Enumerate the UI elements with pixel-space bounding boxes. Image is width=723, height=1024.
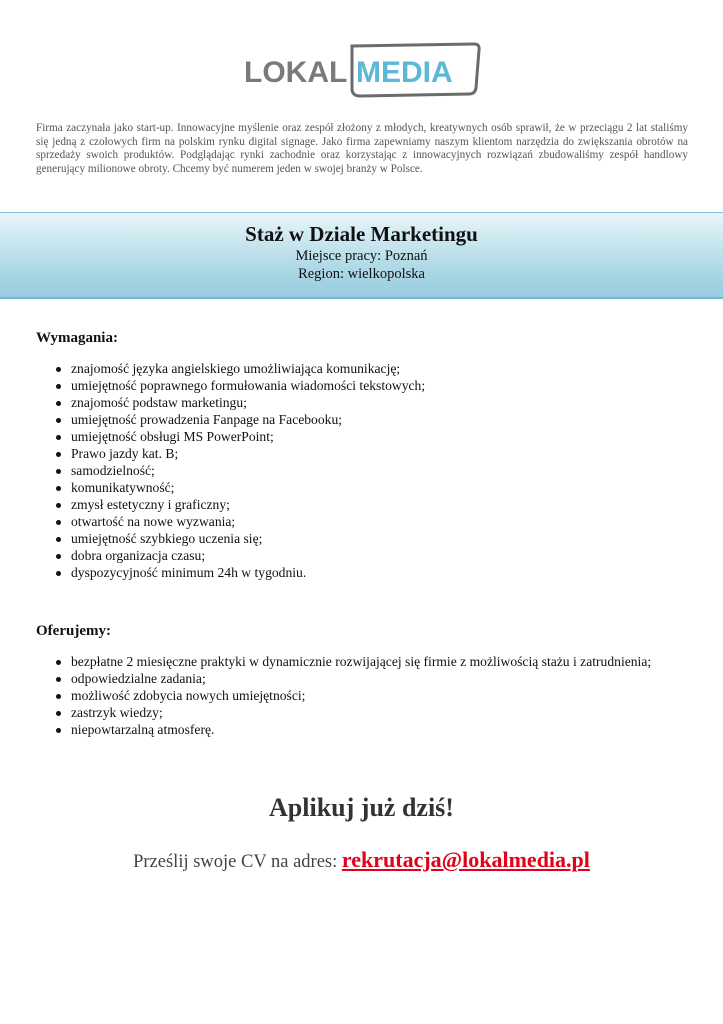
logo-text-lokal: LOKAL	[244, 56, 348, 89]
list-item: znajomość języka angielskiego umożliwiająca komunikację;	[71, 360, 425, 377]
apply-headline: Aplikuj już dziś!	[269, 793, 454, 822]
send-cv-line	[0, 846, 723, 876]
job-location: Miejsce pracy: Poznań	[295, 248, 428, 264]
list-item: niepowtarzalną atmosferę.	[71, 721, 651, 738]
list-item: możliwość zdobycia nowych umiejętności;	[71, 687, 651, 704]
requirements-title: Wymagania:	[36, 330, 118, 346]
list-item: dyspozycyjność minimum 24h w tygodniu.	[71, 564, 425, 581]
job-header-banner	[0, 212, 723, 299]
job-region: Region: wielkopolska	[298, 266, 425, 282]
list-item: umiejętność szybkiego uczenia się;	[71, 530, 425, 547]
list-item: zmysł estetyczny i graficzny;	[71, 496, 425, 513]
logo-text-media: MEDIA	[356, 56, 453, 89]
offer-list	[55, 653, 651, 738]
list-item: znajomość podstaw marketingu;	[71, 394, 425, 411]
list-item: samodzielność;	[71, 462, 425, 479]
send-cv-text: Prześlij swoje CV na adres:	[133, 852, 342, 872]
list-item: umiejętność poprawnego formułowania wiadomości tekstowych;	[71, 378, 426, 393]
list-item: zastrzyk wiedzy;	[71, 704, 651, 721]
list-item: otwartość na nowe wyzwania;	[71, 513, 425, 530]
company-intro: Firma zaczynała jako start-up. Innowacyjne myślenie oraz zespół złożony z młodych, kreatywnych osób sprawił, że w przeciągu 2 lat staliśmy się jedną z czołowych firm na polskim rynku digital signage. Jako firma zapewniamy naszym klientom narzędzia do zwiększania obrotów na sprzedaży swoich produktów. Podglądając rynki zachodnie oraz korzystając z innowacyjnych rozwiązań zbudowaliśmy zespół handlowy generujący milionowe obroty. Chcemy być numerem jeden w swojej branży w Polsce.	[36, 122, 688, 176]
list-item: bezpłatne 2 miesięczne praktyki w dynamicznie rozwijającej się firmie z możliwością stażu i zatrudnienia;	[71, 654, 652, 669]
list-item: odpowiedzialne zadania;	[71, 670, 651, 687]
list-item: komunikatywność;	[71, 479, 425, 496]
list-item: dobra organizacja czasu;	[71, 547, 425, 564]
list-item: umiejętność obsługi MS PowerPoint;	[71, 428, 425, 445]
job-title: Staż w Dziale Marketingu	[245, 222, 478, 246]
list-item: Prawo jazdy kat. B;	[71, 445, 425, 462]
requirements-list	[55, 360, 425, 581]
email-link[interactable]: rekrutacja@lokalmedia.pl	[341, 847, 590, 872]
list-item: umiejętność prowadzenia Fanpage na Facebooku;	[71, 411, 425, 428]
offer-title: Oferujemy:	[36, 623, 111, 639]
company-logo	[242, 40, 482, 102]
